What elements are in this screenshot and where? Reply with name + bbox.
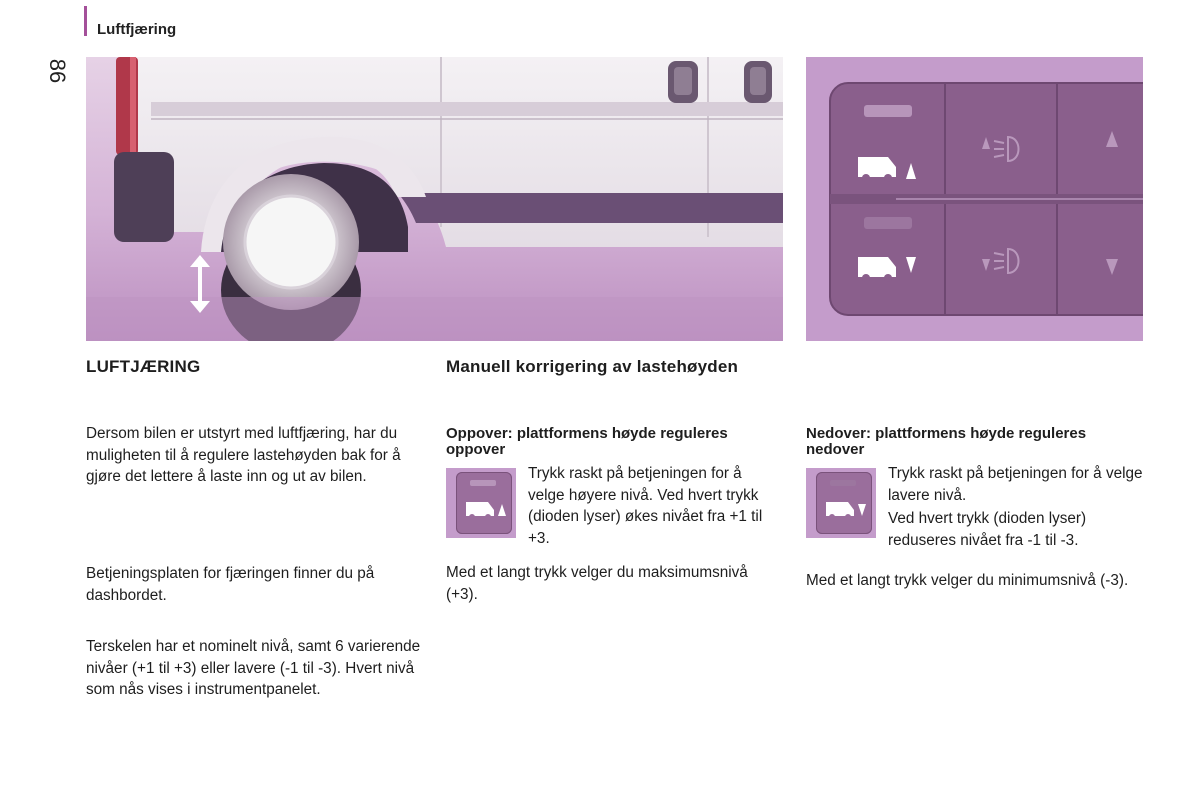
- van-raise-icon: [456, 472, 512, 534]
- raise-long-press: Med et langt trykk velger du maksimumsnivå (+3).: [446, 564, 748, 603]
- page-number: 86: [45, 58, 70, 84]
- section-label: Luftfjæring: [97, 21, 177, 38]
- section-heading-manual-correction: Manuell korrigering av lastehøyden: [446, 357, 739, 376]
- van-suspension-illustration: [86, 57, 783, 341]
- raise-instruction: Trykk raskt på betjeningen for å velge høyere nivå. Ved hvert trykk (dioden lyser) økes nivået fra +1 til +3.: [528, 465, 763, 547]
- levels-paragraph: Terskelen har et nominelt nivå, samt 6 varierende nivåer (+1 til +3) eller lavere (-1 til -3). Hvert nivå som nås vises i instrumentpanelet.: [86, 638, 421, 698]
- raise-subheading: Oppover: plattformens høyde reguleres oppover: [446, 425, 728, 458]
- dashboard-paragraph: Betjeningsplaten for fjæringen finner du på dashbordet.: [86, 565, 375, 604]
- lower-instruction-detail: Ved hvert trykk (dioden lyser) reduseres nivået fra -1 til -3.: [888, 510, 1087, 549]
- section-accent-bar: [84, 6, 87, 36]
- section-heading-air-suspension: LUFTJÆRING: [86, 357, 201, 376]
- lower-instruction: Trykk raskt på betjeningen for å velge lavere nivå.: [888, 465, 1143, 504]
- raise-button-thumbnail: [446, 468, 516, 538]
- control-panel-illustration: [806, 57, 1143, 341]
- intro-paragraph: Dersom bilen er utstyrt med luftfjæring, har du muligheten til å regulere lastehøyden bak for å gjøre det lettere å laste inn og ut av bilen.: [86, 425, 401, 485]
- lower-long-press: Med et langt trykk velger du minimumsnivå (-3).: [806, 572, 1129, 589]
- lower-button-thumbnail: [806, 468, 876, 538]
- lower-subheading: Nedover: plattformens høyde reguleres nedover: [806, 425, 1087, 458]
- van-lower-icon: [816, 472, 872, 534]
